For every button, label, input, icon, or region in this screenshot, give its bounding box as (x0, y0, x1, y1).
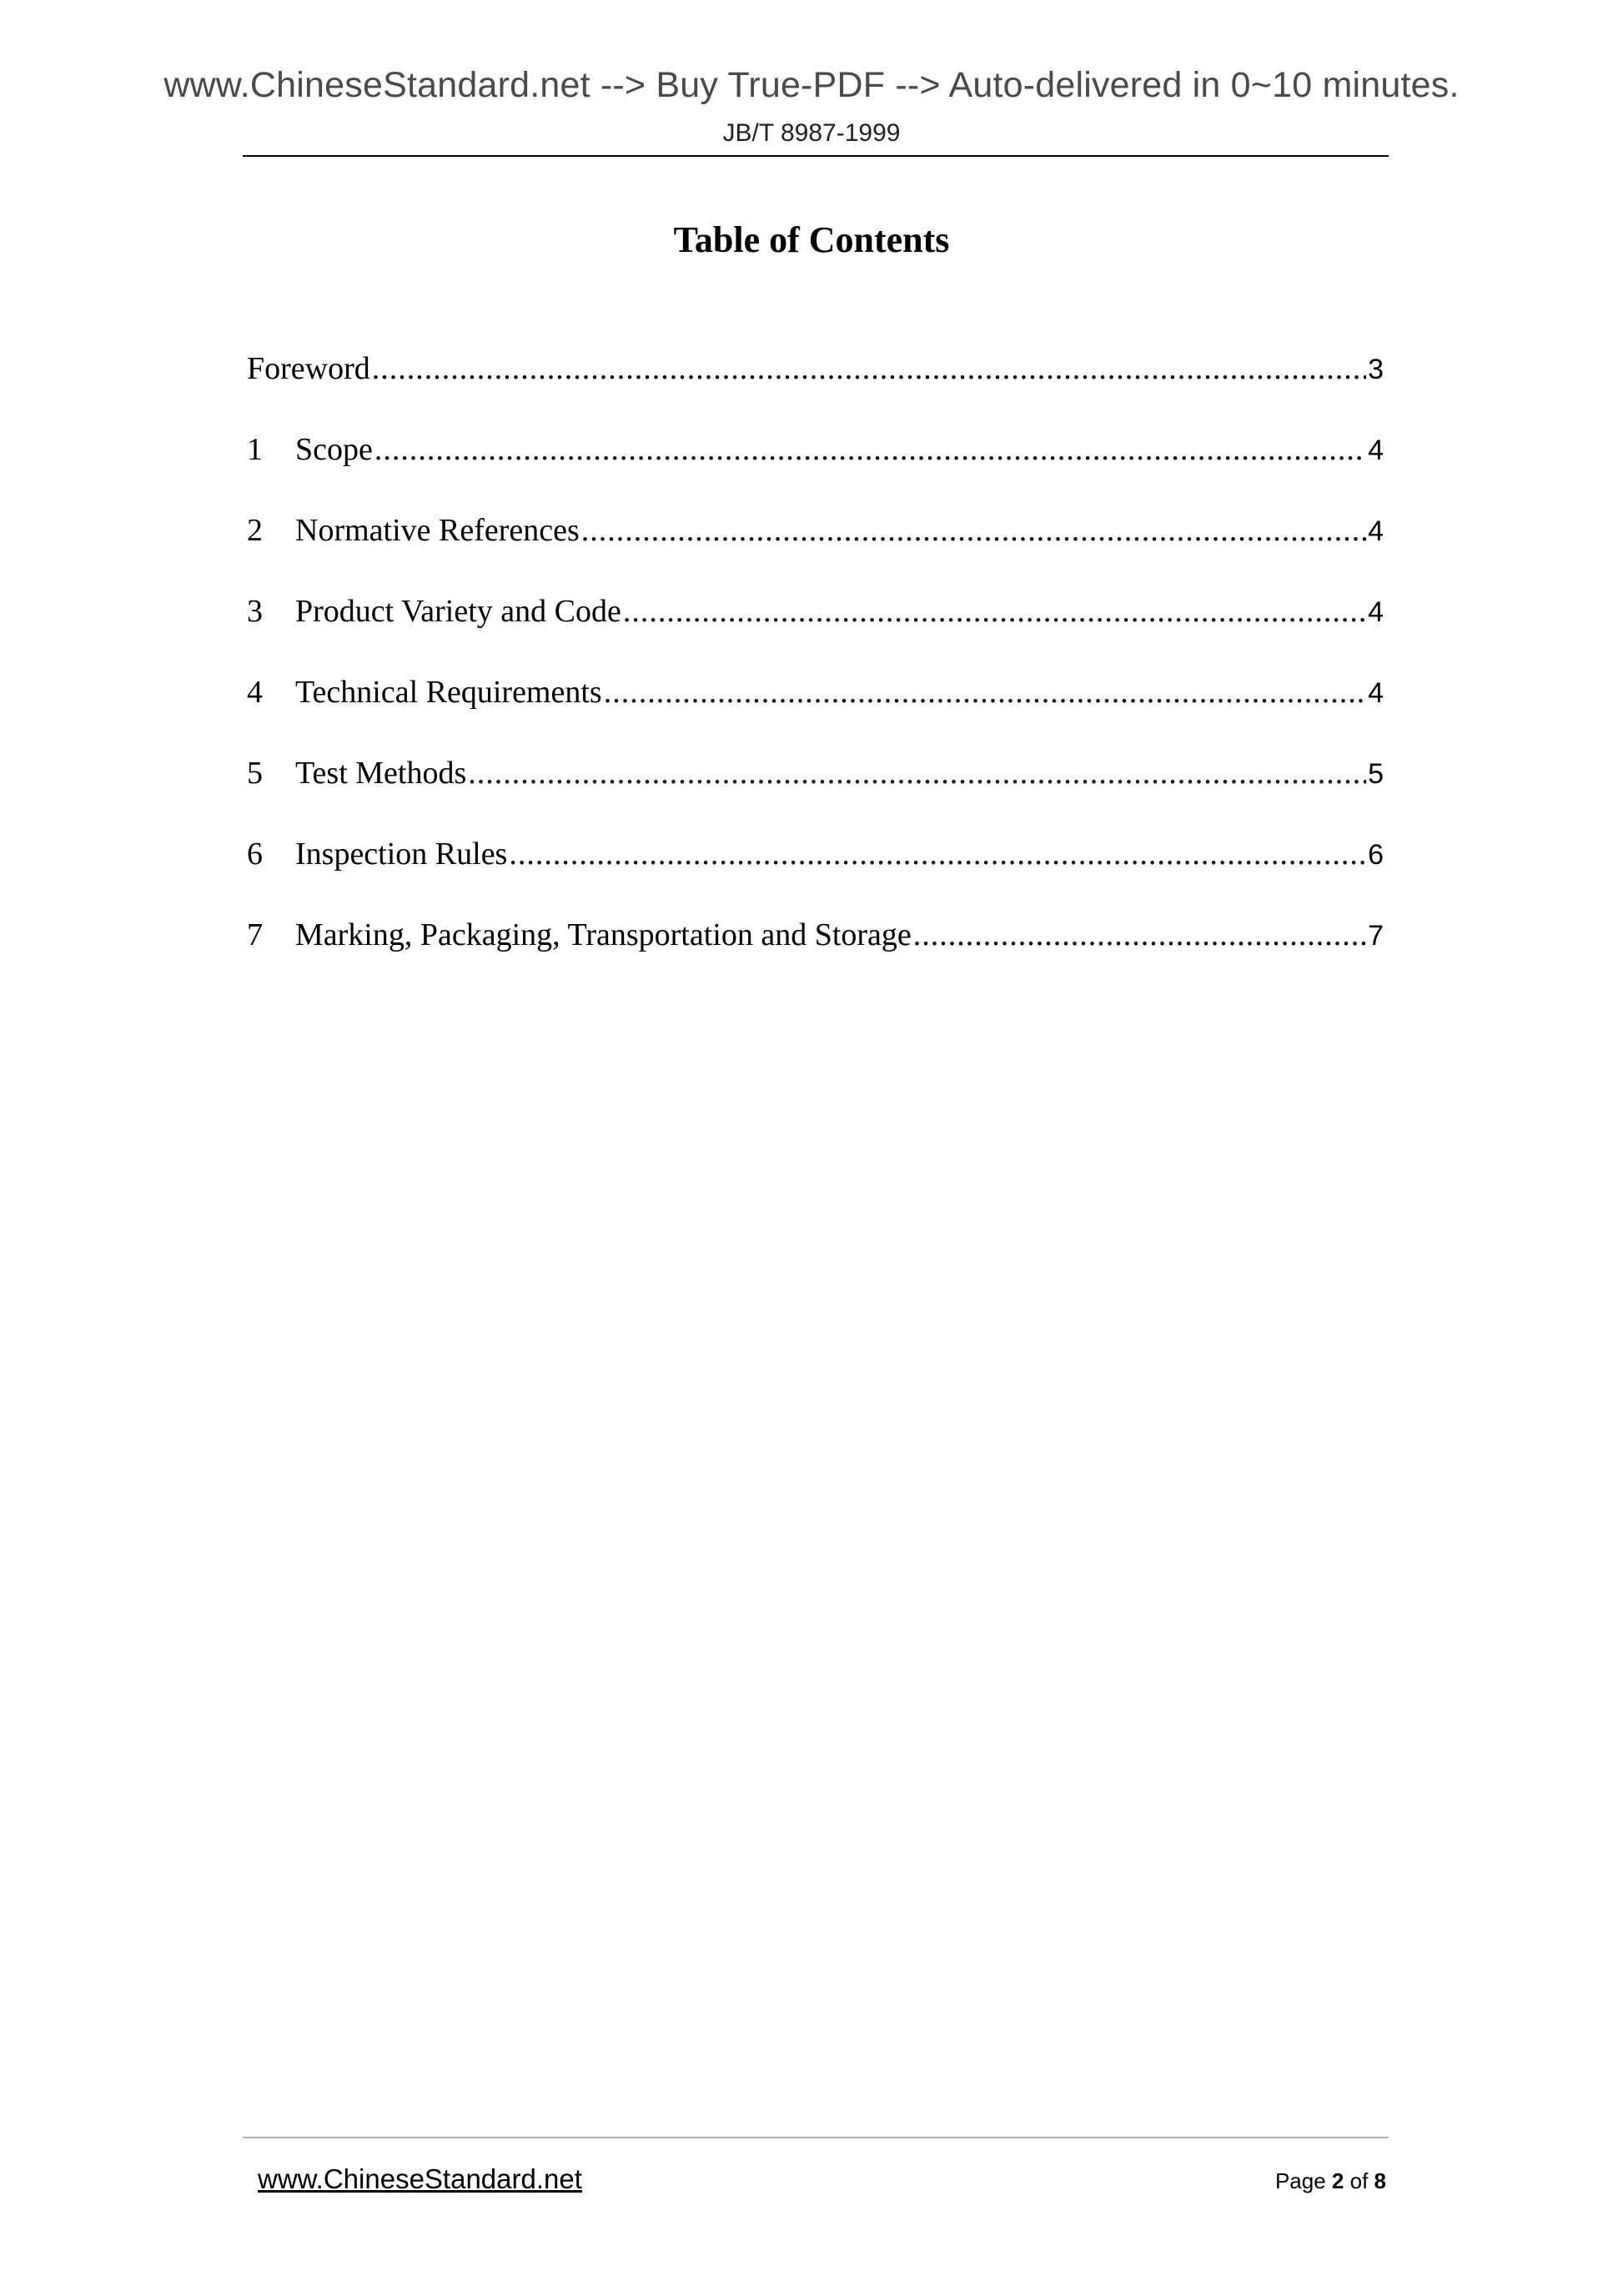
toc-entry-page: 4 (1368, 677, 1384, 709)
toc-entry-scope[interactable] (247, 431, 1384, 512)
footer-website-link[interactable]: www.ChineseStandard.net (258, 2163, 582, 2194)
current-page-number: 2 (1331, 2168, 1344, 2193)
toc-entry-page: 4 (1368, 596, 1384, 628)
toc-leader-dots (374, 431, 1366, 468)
toc-entry-number: 7 (247, 917, 263, 952)
toc-entry-title: Product Variety and Code (295, 594, 621, 629)
toc-entry-page: 3 (1368, 354, 1384, 385)
of-label: of (1349, 2168, 1369, 2193)
toc-leader-dots (468, 755, 1366, 791)
toc-entry-technical-requirements[interactable] (247, 674, 1384, 755)
toc-leader-dots (604, 674, 1366, 711)
toc-entry-number: 4 (247, 675, 263, 710)
toc-entry-title: Normative References (295, 513, 580, 548)
toc-entry-title: Marking, Packaging, Transportation and Storage (295, 917, 912, 952)
toc-leader-dots (623, 593, 1366, 630)
toc-leader-dots (509, 836, 1366, 872)
toc-entry-number: 2 (247, 513, 263, 548)
page-number (1275, 2168, 1386, 2194)
toc-entry-number: 6 (247, 837, 263, 872)
toc-entry-product-variety[interactable] (247, 593, 1384, 674)
toc-entry-page: 5 (1368, 758, 1384, 790)
toc-entry-page: 4 (1368, 435, 1384, 466)
toc-entry-inspection-rules[interactable] (247, 836, 1384, 917)
toc-entry-foreword[interactable] (247, 350, 1384, 431)
toc-entry-page: 7 (1368, 920, 1384, 952)
page-label: Page (1274, 2168, 1326, 2193)
total-pages-number: 8 (1374, 2168, 1386, 2193)
toc-entry-title: Test Methods (295, 756, 467, 791)
toc-entry-number: 3 (247, 594, 263, 629)
footer-divider (243, 2137, 1389, 2138)
table-of-contents (247, 350, 1384, 997)
toc-entry-normative-references[interactable] (247, 512, 1384, 593)
toc-entry-test-methods[interactable] (247, 755, 1384, 836)
toc-leader-dots (913, 917, 1366, 953)
toc-entry-title: Technical Requirements (295, 675, 602, 710)
toc-entry-title: Scope (295, 432, 373, 467)
toc-entry-number: 5 (247, 756, 263, 791)
toc-entry-page: 6 (1368, 839, 1384, 871)
toc-entry-title: Inspection Rules (295, 837, 508, 872)
toc-entry-page: 4 (1368, 515, 1384, 547)
toc-leader-dots (372, 350, 1366, 387)
page-title: Table of Contents (673, 219, 950, 260)
toc-entry-title: Foreword (247, 351, 370, 386)
header-banner: www.ChineseStandard.net --> Buy True-PDF --> Auto-delivered in 0~10 minutes. (163, 65, 1460, 105)
document-code: JB/T 8987-1999 (722, 119, 901, 147)
toc-entry-marking-packaging[interactable] (247, 917, 1384, 997)
toc-leader-dots (581, 512, 1366, 549)
header-divider (243, 155, 1389, 157)
toc-entry-number: 1 (247, 432, 263, 467)
